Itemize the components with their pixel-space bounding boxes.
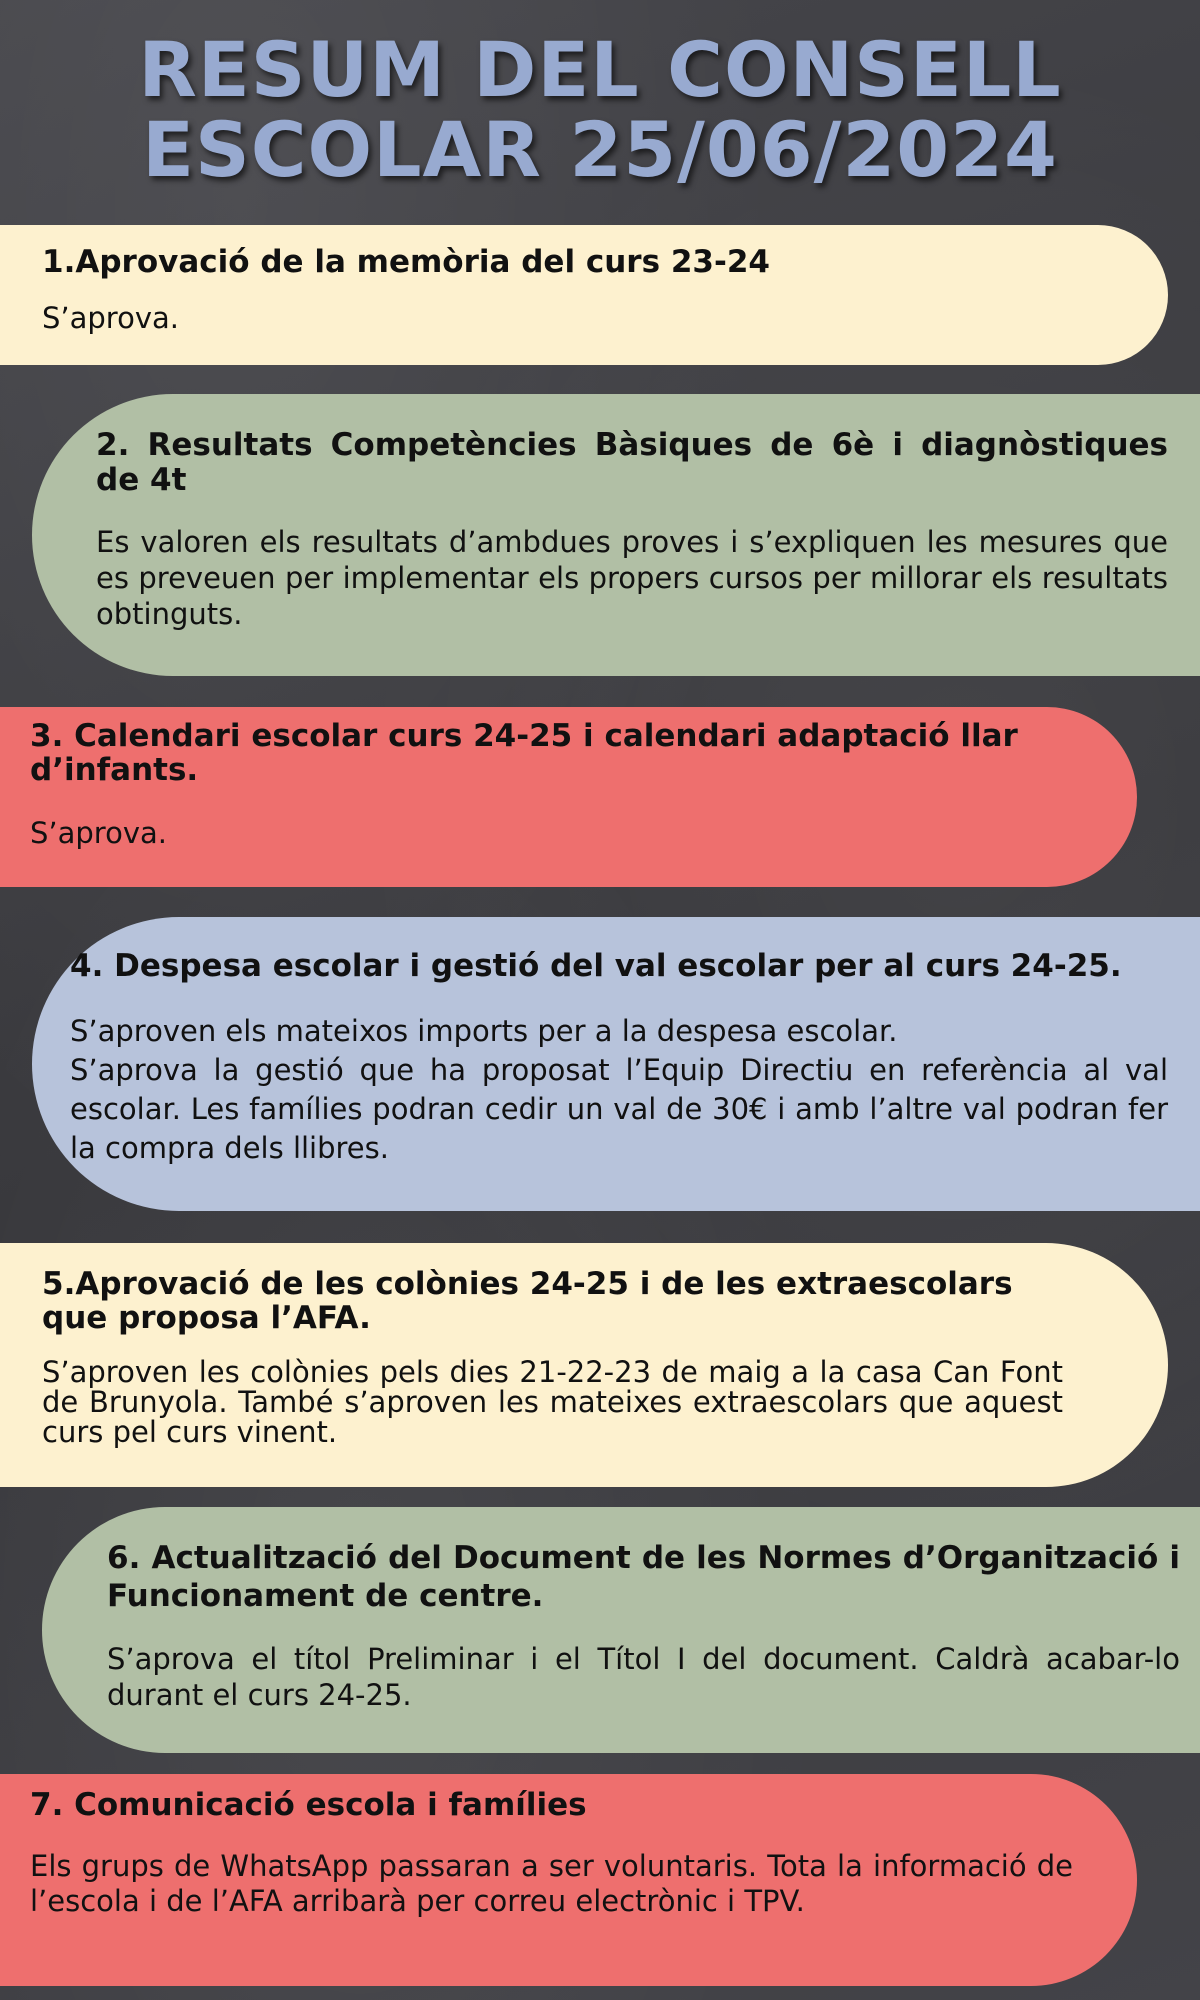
item-body: S’aprova. bbox=[42, 301, 179, 335]
item-body: S’aproven els mateixos imports per a la despesa escolar. bbox=[70, 1014, 898, 1048]
item-heading: 3. Calendari escolar curs 24-25 i calendari adaptació llar d’infants. bbox=[30, 718, 1018, 788]
item-body: S’aprova el títol Preliminar i el Títol I del document. Caldrà acabar-lo durant el curs 24-25. bbox=[107, 1642, 1180, 1712]
agenda-item-2 bbox=[32, 394, 1200, 676]
agenda-item-1 bbox=[0, 225, 1168, 365]
item-heading: 6. Actualització del Document de les Normes d’Organització i Funcionament de centre. bbox=[107, 1540, 1180, 1614]
item-body: Es valoren els resultats d’ambdues proves i s’expliquen les mesures que es preveuen per implementar els propers cursos per millorar els resultats obtinguts. bbox=[96, 525, 1168, 631]
item-body-2: S’aprova la gestió que ha proposat l’Equip Directiu en referència al val escolar. Les famílies podran cedir un val de 30€ i amb l’altre val podran fer la compra dels llibres. bbox=[70, 1053, 1168, 1165]
item-body: S’aprova. bbox=[30, 816, 167, 850]
agenda-item-6 bbox=[42, 1507, 1200, 1753]
page-title bbox=[0, 25, 1200, 194]
agenda-item-7 bbox=[0, 1774, 1137, 1986]
title-line-2: ESCOLAR 25/06/2024 bbox=[142, 105, 1058, 194]
item-heading: 7. Comunicació escola i famílies bbox=[30, 1787, 587, 1823]
item-body: Els grups de WhatsApp passaran a ser voluntaris. Tota la informació de l’escola i de l’AFA arribarà per correu electrònic i TPV. bbox=[30, 1849, 1073, 1918]
item-body: S’aproven les colònies pels dies 21-22-23 de maig a la casa Can Font de Brunyola. També s’aproven les mateixes extraescolars que aquest curs pel curs vinent. bbox=[42, 1355, 1063, 1449]
item-heading: 4. Despesa escolar i gestió del val escolar per al curs 24-25. bbox=[70, 948, 1122, 984]
item-heading: 5.Aprovació de les colònies 24-25 i de les extraescolars que proposa l’AFA. bbox=[42, 1266, 1013, 1336]
item-heading: 1.Aprovació de la memòria del curs 23-24 bbox=[42, 244, 770, 280]
agenda-item-5 bbox=[0, 1243, 1168, 1487]
agenda-item-4 bbox=[32, 917, 1200, 1211]
item-heading: 2. Resultats Competències Bàsiques de 6è i diagnòstiques de 4t bbox=[96, 427, 1168, 498]
title-line-1: RESUM DEL CONSELL bbox=[138, 25, 1062, 114]
agenda-item-3 bbox=[0, 707, 1137, 887]
